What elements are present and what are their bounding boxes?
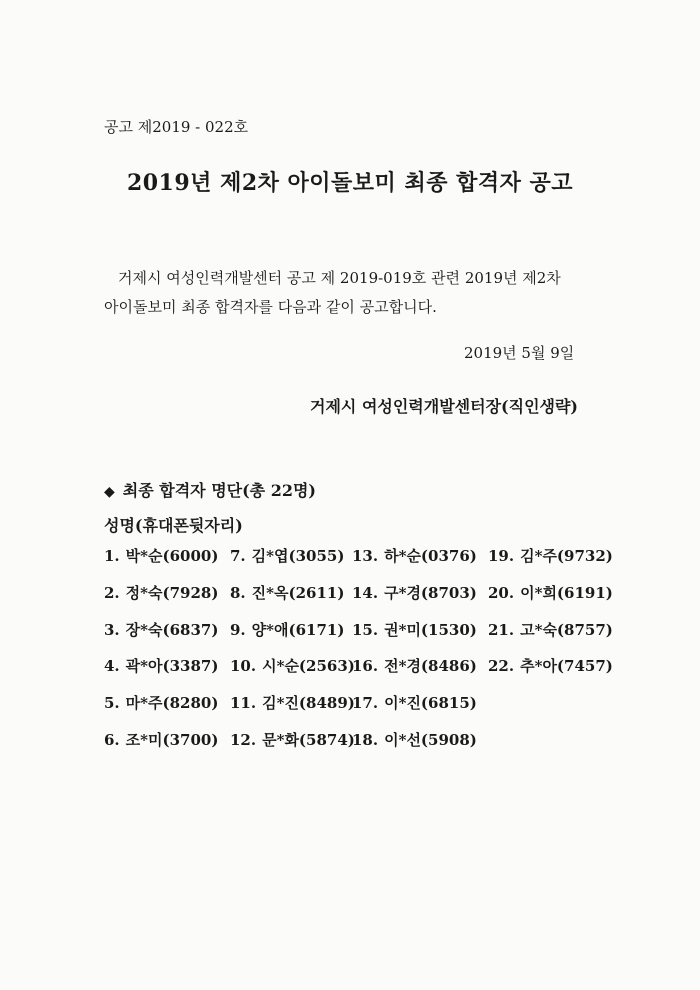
- diamond-bullet-icon: ◆: [104, 484, 115, 500]
- item-number: 1.: [104, 547, 120, 565]
- item-number: 10.: [230, 657, 257, 676]
- list-item: [104, 619, 218, 656]
- applicant-name: 이*진(6815): [384, 694, 477, 713]
- list-item: [230, 619, 355, 656]
- item-number: 22.: [488, 657, 515, 676]
- notice-number: 공고 제2019 - 022호: [104, 118, 249, 136]
- applicant-name: 문*화(5874): [262, 730, 355, 749]
- item-number: 15.: [352, 620, 379, 639]
- item-number: 19.: [488, 547, 515, 565]
- applicant-name: 조*미(3700): [125, 730, 219, 749]
- applicant-name: 고*숙(8757): [520, 620, 613, 639]
- applicant-column-2: [230, 545, 355, 766]
- applicant-name: 김*엽(3055): [251, 547, 345, 565]
- list-item: [230, 655, 355, 692]
- item-number: 12.: [230, 730, 257, 749]
- item-number: 5.: [104, 694, 120, 713]
- list-item: [104, 545, 218, 582]
- applicant-name: 김*진(8489): [262, 694, 355, 713]
- applicant-name: 박*순(6000): [125, 547, 219, 565]
- applicant-name: 하*순(0376): [384, 547, 477, 565]
- item-number: 21.: [488, 620, 515, 639]
- applicant-name: 전*경(8486): [384, 657, 477, 676]
- applicant-name: 곽*아(3387): [125, 657, 219, 676]
- document-title: 2019년 제2차 아이돌보미 최종 합격자 공고: [126, 170, 574, 196]
- list-item: [352, 655, 477, 692]
- item-number: 16.: [352, 657, 379, 676]
- applicant-column-3: [352, 545, 477, 766]
- applicant-name: 시*순(2563): [262, 657, 355, 676]
- item-number: 7.: [230, 547, 246, 565]
- applicant-name: 이*희(6191): [520, 583, 613, 602]
- list-item: [352, 692, 477, 729]
- item-number: 4.: [104, 657, 120, 676]
- list-item: [230, 545, 355, 582]
- applicant-name: 김*주(9732): [520, 547, 613, 565]
- item-number: 17.: [352, 694, 379, 713]
- issuer-signature: 거제시 여성인력개발센터장(직인생략): [310, 397, 579, 416]
- applicant-name: 권*미(1530): [384, 620, 477, 639]
- list-item: [488, 619, 613, 656]
- applicant-name: 장*숙(6837): [125, 620, 219, 639]
- list-item: [352, 545, 477, 582]
- announcement-body: [104, 264, 624, 322]
- list-item: [488, 582, 613, 619]
- item-number: 8.: [230, 583, 246, 602]
- applicant-column-4: [488, 545, 613, 692]
- list-item: [230, 729, 355, 766]
- applicant-name: 구*경(8703): [384, 583, 477, 602]
- announcement-date: 2019년 5월 9일: [464, 344, 575, 362]
- list-item: [104, 655, 218, 692]
- applicant-name: 정*숙(7928): [125, 583, 219, 602]
- list-item: [104, 582, 218, 619]
- list-item: [352, 582, 477, 619]
- applicant-name: 양*애(6171): [251, 620, 345, 639]
- item-number: 14.: [352, 583, 379, 602]
- list-item: [488, 545, 613, 582]
- list-item: [488, 655, 613, 692]
- list-item: [352, 729, 477, 766]
- section-title: [104, 478, 316, 501]
- list-item: [230, 692, 355, 729]
- applicant-name: 진*옥(2611): [251, 583, 345, 602]
- item-number: 18.: [352, 730, 379, 749]
- applicant-name: 추*아(7457): [520, 657, 613, 676]
- item-number: 13.: [352, 547, 379, 565]
- list-item: [230, 582, 355, 619]
- item-number: 3.: [104, 620, 120, 639]
- list-item: [104, 729, 218, 766]
- applicant-name: 이*선(5908): [384, 730, 477, 749]
- applicant-name: 마*주(8280): [125, 694, 219, 713]
- item-number: 9.: [230, 620, 246, 639]
- list-subheading: 성명(휴대폰뒷자리): [104, 516, 243, 535]
- list-item: [352, 619, 477, 656]
- section-title-text: 최종 합격자 명단(총 22명): [122, 481, 317, 500]
- item-number: 6.: [104, 730, 120, 749]
- item-number: 11.: [230, 694, 257, 713]
- body-line-2: 아이돌보미 최종 합격자를 다음과 같이 공고합니다.: [104, 298, 437, 316]
- list-item: [104, 692, 218, 729]
- item-number: 20.: [488, 583, 515, 602]
- item-number: 2.: [104, 583, 120, 602]
- body-line-1: 거제시 여성인력개발센터 공고 제 2019-019호 관련 2019년 제2차: [118, 269, 561, 287]
- applicant-column-1: [104, 545, 218, 766]
